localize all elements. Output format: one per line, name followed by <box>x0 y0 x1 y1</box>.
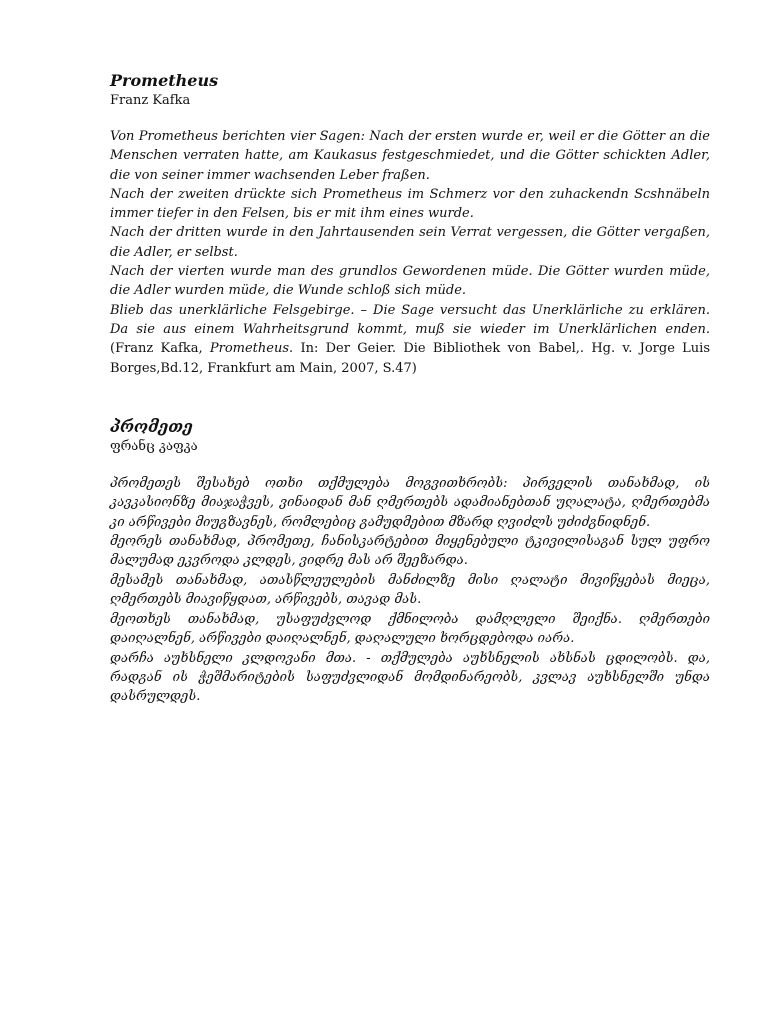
citation-title: Prometheus <box>209 341 290 357</box>
german-author: Franz Kafka <box>110 93 191 108</box>
german-section <box>110 70 710 378</box>
german-paragraph-2: Nach der zweiten drückte sich Prometheus im Schmerz vor den zuhackendn Scshnäbeln immer tiefer in den Felsen, bis er mit ihm eines wurde. <box>110 186 710 222</box>
georgian-author: ფრანც კაფკა <box>110 438 198 454</box>
german-title: Prometheus <box>110 71 219 90</box>
german-paragraph-4: Nach der vierten wurde man des grundlos Gewordenen müde. Die Götter wurden müde, die Adler wurden müde, die Wunde schloß sich müde. <box>110 264 710 299</box>
georgian-paragraph-1: პრომეთეს შესახებ ოთხი თქმულება მოგვითხრობს: პირველის თანახმად, ის კავკასიონზე მიაჯაჭვეს, ვინაიდან მან ღმერთებს ადამიანებთან უღალატა, ღმერთებმა კი არწივები მიუგზავნეს, რომლებიც გამუდმებით მზარდ ღვიძლს უძიძგნიდნენ. <box>110 475 710 530</box>
german-paragraph-3: Nach der dritten wurde in den Jahrtausenden sein Verrat vergessen, die Götter vergaßen, die Adler, er selbst. <box>110 225 710 260</box>
georgian-title: პრომეთე <box>110 416 193 436</box>
georgian-paragraph-3: მესამეს თანახმად, ათასწლეულების მანძილზე მისი ღალატი მივიწყებას მიეცა, ღმერთებს მიავიწყდათ, არწივებს, თავად მას. <box>110 572 710 608</box>
citation-open: (Franz Kafka, <box>110 341 210 357</box>
citation-rest: . In: Der Geier. Die Bibliothek von Babel,. Hg. v. Jorge Luis Borges,Bd.12, Frankfurt am Main, 2007, S.47) <box>110 341 710 376</box>
german-paragraph-5-text: Blieb das unerklärliche Felsgebirge. – Die Sage versucht das Unerklärliche zu erklären. Da sie aus einem Wahrheitsgrund kommt, muß sie wieder im Unerklärlichen enden. <box>110 302 710 337</box>
german-paragraph-1: Von Prometheus berichten vier Sagen: Nach der ersten wurde er, weil er die Götter an die Menschen verraten hatte, am Kaukasus festgeschmiedet, und die Götter schickten Adler, die von seiner immer wachsenden Leber fraßen. <box>110 129 710 183</box>
georgian-paragraph-4: მეოთხეს თანახმად, უსაფუძვლოდ ქმნილობა დამღლელი შეიქნა. ღმერთები დაიღალნენ, არწივები დაიღალნენ, დაღალული ხორცდებოდა იარა. <box>110 611 710 647</box>
georgian-paragraph-2: მეორეს თანახმად, პრომეთე, ჩანისკარტებით მიყენებული ტკივილისაგან სულ უფრო მალუმად ეკვროდა კლდეს, ვიდრე მას არ შეეზარდა. <box>110 534 710 569</box>
german-paragraph-5 <box>110 301 710 378</box>
document-page <box>110 70 710 707</box>
georgian-section <box>110 416 710 707</box>
georgian-paragraph-5: დარჩა აუხსნელი კლდოვანი მთა. - თქმულება აუხსნელის ახსნას ცდილობს. და, რადგან ის ჭეშმარიტების საფუძვლიდან მომდინარეობს, კვლავ აუხსნელში უნდა დასრულდეს. <box>110 650 710 705</box>
